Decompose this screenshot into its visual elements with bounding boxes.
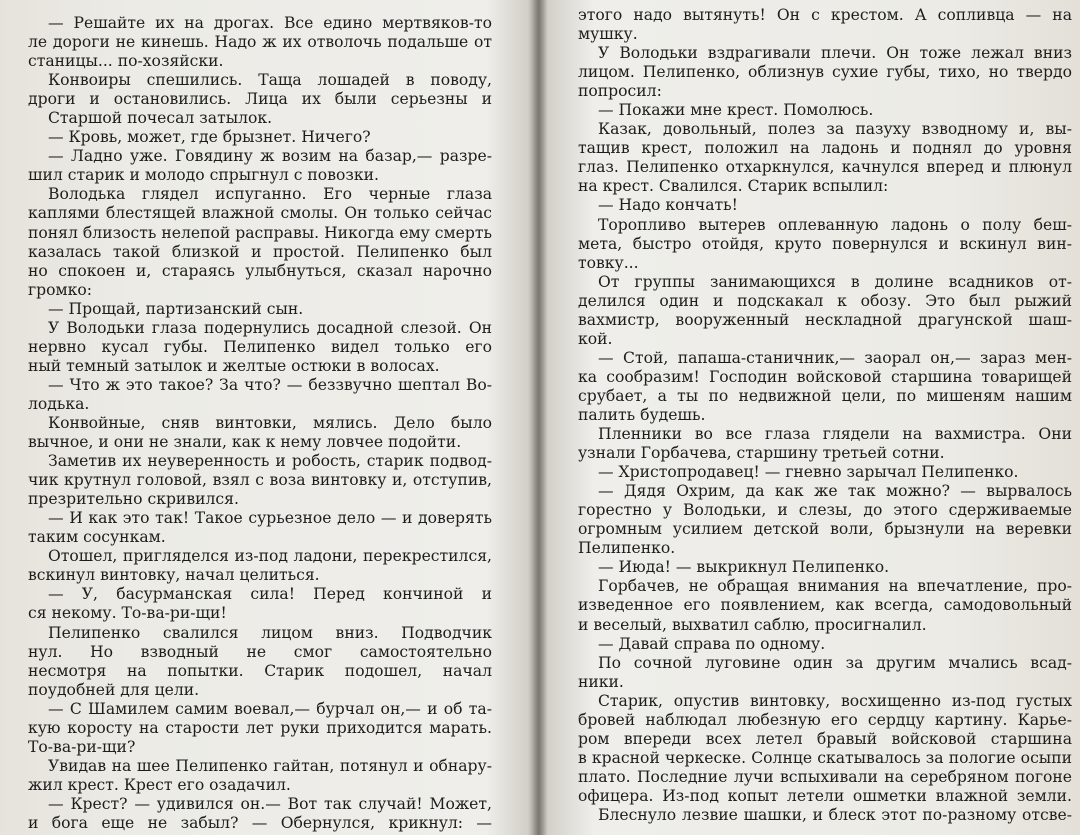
text-line: дроги и остановились. Лица их были серьезны и (28, 90, 492, 109)
text-line: Заметив их неуверенность и робость, старик подвод- (48, 452, 492, 471)
left-page (0, 0, 536, 835)
text-line: вычное, и они не знали, как к нему ловчее подойти. (28, 433, 462, 452)
text-line: ный темный затылок и желтые остюки в волосах. (28, 356, 440, 375)
text-line: тащив крест, положил на ладонь и поднял до уровня (578, 139, 1072, 158)
text-line: каплями блестящей влажной смолы. Он только сейчас (28, 204, 492, 223)
text-line: глаз. Пелипенко отхаркнулся, качнулся вперед и плюнул (578, 158, 1072, 177)
text-line: станицы... по-хозяйски. (28, 52, 224, 71)
text-line: ка сообразим! Господин войсковой старшина товарищей (578, 367, 1072, 386)
text-line: — Прощай, партизанский сын. (48, 299, 304, 318)
text-line: — Христопродавец! — гневно зарычал Пелипенко. (598, 463, 1019, 482)
text-line: мета, быстро отойдя, круто повернулся и вскинул вин- (578, 234, 1072, 253)
text-line: Конвойные, сняв винтовки, мялись. Дело было (48, 413, 492, 432)
text-line: У Володьки глаза подернулись досадной слезой. Он (48, 318, 492, 337)
text-line: Блеснуло лезвие шашки, и блеск этот по-разному отсве- (598, 805, 1072, 824)
text-line: горестно у Володьки, и слезы, до этого сдерживаемые (578, 501, 1072, 520)
text-line: — У, басурманская сила! Перед кончиной и (48, 585, 492, 604)
text-line: — Стой, папаша-станичник,— заорал он,— зараз мен- (598, 348, 1072, 367)
text-line: бровей наблюдал любезную его сердцу картину. Карье- (578, 710, 1072, 729)
text-line: — Надо кончать! (598, 196, 738, 215)
text-line: Пелипенко. (578, 539, 676, 558)
text-line: делился один и подскакал к обозу. Это был рыжий (578, 291, 1072, 310)
text-line: вахмистр, вооруженный нескладной драгунской шаш- (578, 310, 1072, 329)
text-line: Конвоиры спешились. Таща лошадей в поводу, (48, 71, 492, 90)
text-line: — Июда! — выкрикнул Пелипенко. (598, 558, 890, 577)
text-line: поудобней для цели. (28, 680, 200, 699)
text-line: Пленники во все глаза глядели на вахмистра. Они (598, 425, 1072, 444)
text-line: — Дядя Охрим, да как же так можно? — вырвалось (598, 482, 1072, 501)
text-line: попросил: (578, 82, 662, 101)
text-line: Торопливо вытерев оплеванную ладонь о полу беш- (598, 215, 1072, 234)
text-line: У Володьки вздрагивали плечи. Он тоже лежал вниз (598, 44, 1072, 63)
text-line: — Покажи мне крест. Помолюсь. (598, 101, 874, 120)
right-page (544, 0, 1080, 835)
text-line: От группы занимающихся в долине всадников от- (598, 272, 1072, 291)
text-line: и бога еще не забыл? — Обернулся, крикнул: — (28, 813, 492, 832)
text-line: шил старик и молодо спрыгнул с повозки. (28, 166, 379, 185)
text-line: палить будешь. (578, 405, 706, 424)
text-line: мушку. (578, 25, 638, 44)
text-line: Старик, опустив винтовку, восхищенно из-под густых (598, 691, 1072, 710)
text-line: ром впереди всех летел бравый войсковой старшина (578, 729, 1072, 748)
text-line: срубает, а ты по недвижной цели, по мишеням нашим (578, 386, 1072, 405)
text-line: Казак, довольный, полез за пазуху взводному и, вы- (598, 120, 1072, 139)
text-line: Увидав на шее Пелипенко гайтан, потянул и обнару- (48, 756, 492, 775)
text-line: — Что ж это такое? За что? — беззвучно шептал Во- (48, 375, 492, 394)
text-line: ники. (578, 672, 624, 691)
text-line: Володька глядел испуганно. Его черные глаза (48, 185, 492, 204)
text-line: этого надо вытянуть! Он с крестом. А сопливца — на (578, 6, 1072, 24)
text-line: несмотря на попытки. Старик подошел, начал (28, 661, 492, 680)
text-line: — И как это так! Такое сурьезное дело — и доверять (48, 509, 492, 528)
text-line: лицом. Пелипенко, облизнув сухие губы, тихо, но твердо (578, 63, 1072, 82)
text-line: изведенное его появлением, как всегда, самодовольный (578, 596, 1072, 615)
text-line: нервно кусал губы. Пелипенко видел только его (28, 337, 492, 356)
text-line: По сочной луговине один за другим мчались всад- (598, 653, 1072, 672)
text-line: казалась такой близкой и простой. Пелипенко был (28, 242, 492, 261)
text-line: Пелипенко свалился лицом вниз. Подводчик (48, 623, 492, 642)
text-line: — С Шамилем самим воевал,— бурчал он,— и об та- (48, 699, 492, 718)
text-line: ле дороги не кинешь. Надо ж их отволочь подальше от (28, 33, 492, 52)
text-line: на крест. Свалился. Старик вспылил: (578, 177, 889, 196)
text-line: кой. (578, 329, 613, 348)
text-line: Старшой почесал затылок. (48, 109, 273, 128)
text-line: узнали Горбачева, старшину третьей сотни. (578, 444, 945, 463)
text-line: — Решайте их на дрогах. Все едино мертвяков-то (48, 14, 492, 32)
text-line: офицера. Из-под копыт летели ошметки влажной земли. (578, 786, 1072, 805)
text-line: То-ва-ри-щи? (28, 737, 136, 756)
text-line: но спокоен и, стараясь улыбнуться, сказал нарочно (28, 261, 492, 280)
text-line: громко: (28, 280, 93, 299)
text-line: лодька. (28, 394, 90, 413)
text-line: в красной черкеске. Солнце скатывалось за пологие осыпи (578, 748, 1072, 767)
text-line: нул. Но взводный не смог самостоятельно (28, 642, 492, 661)
text-line: ся некому. То-ва-ри-щи! (28, 604, 227, 623)
text-line: понял близость нелепой расправы. Никогда ему смерть (28, 223, 492, 242)
text-line: кую коросту на старости лет руки приходится марать. (28, 718, 492, 737)
text-line: Отошел, пригляделся из-под ладони, перекрестился, (48, 547, 492, 566)
text-line: товку... (578, 253, 639, 272)
text-line: — Давай справа по одному. (598, 634, 826, 653)
text-line: огромным усилием детской воли, брызнули на веревки (578, 520, 1072, 539)
text-line: презрительно скривился. (28, 490, 239, 509)
text-line: и веселый, выхватил саблю, просигналил. (578, 615, 927, 634)
text-line: чик крутнул головой, взял с воза винтовку и, отступив, (28, 471, 492, 490)
text-line: — Ладно уже. Говядину ж возим на базар,— разре- (48, 147, 492, 166)
text-line: жил крест. Крест его озадачил. (28, 775, 291, 794)
text-line: таким сосункам. (28, 528, 166, 547)
text-line: Горбачев, не обращая внимания на впечатление, про- (598, 577, 1072, 596)
text-line: — Кровь, может, где брызнет. Ничего? (48, 128, 371, 147)
text-line: плато. Последние лучи вспыхивали на серебряном погоне (578, 767, 1072, 786)
text-line: — Крест? — удивился он.— Вот так случай! Может, (48, 794, 492, 813)
text-line: вскинул винтовку, начал целиться. (28, 566, 320, 585)
